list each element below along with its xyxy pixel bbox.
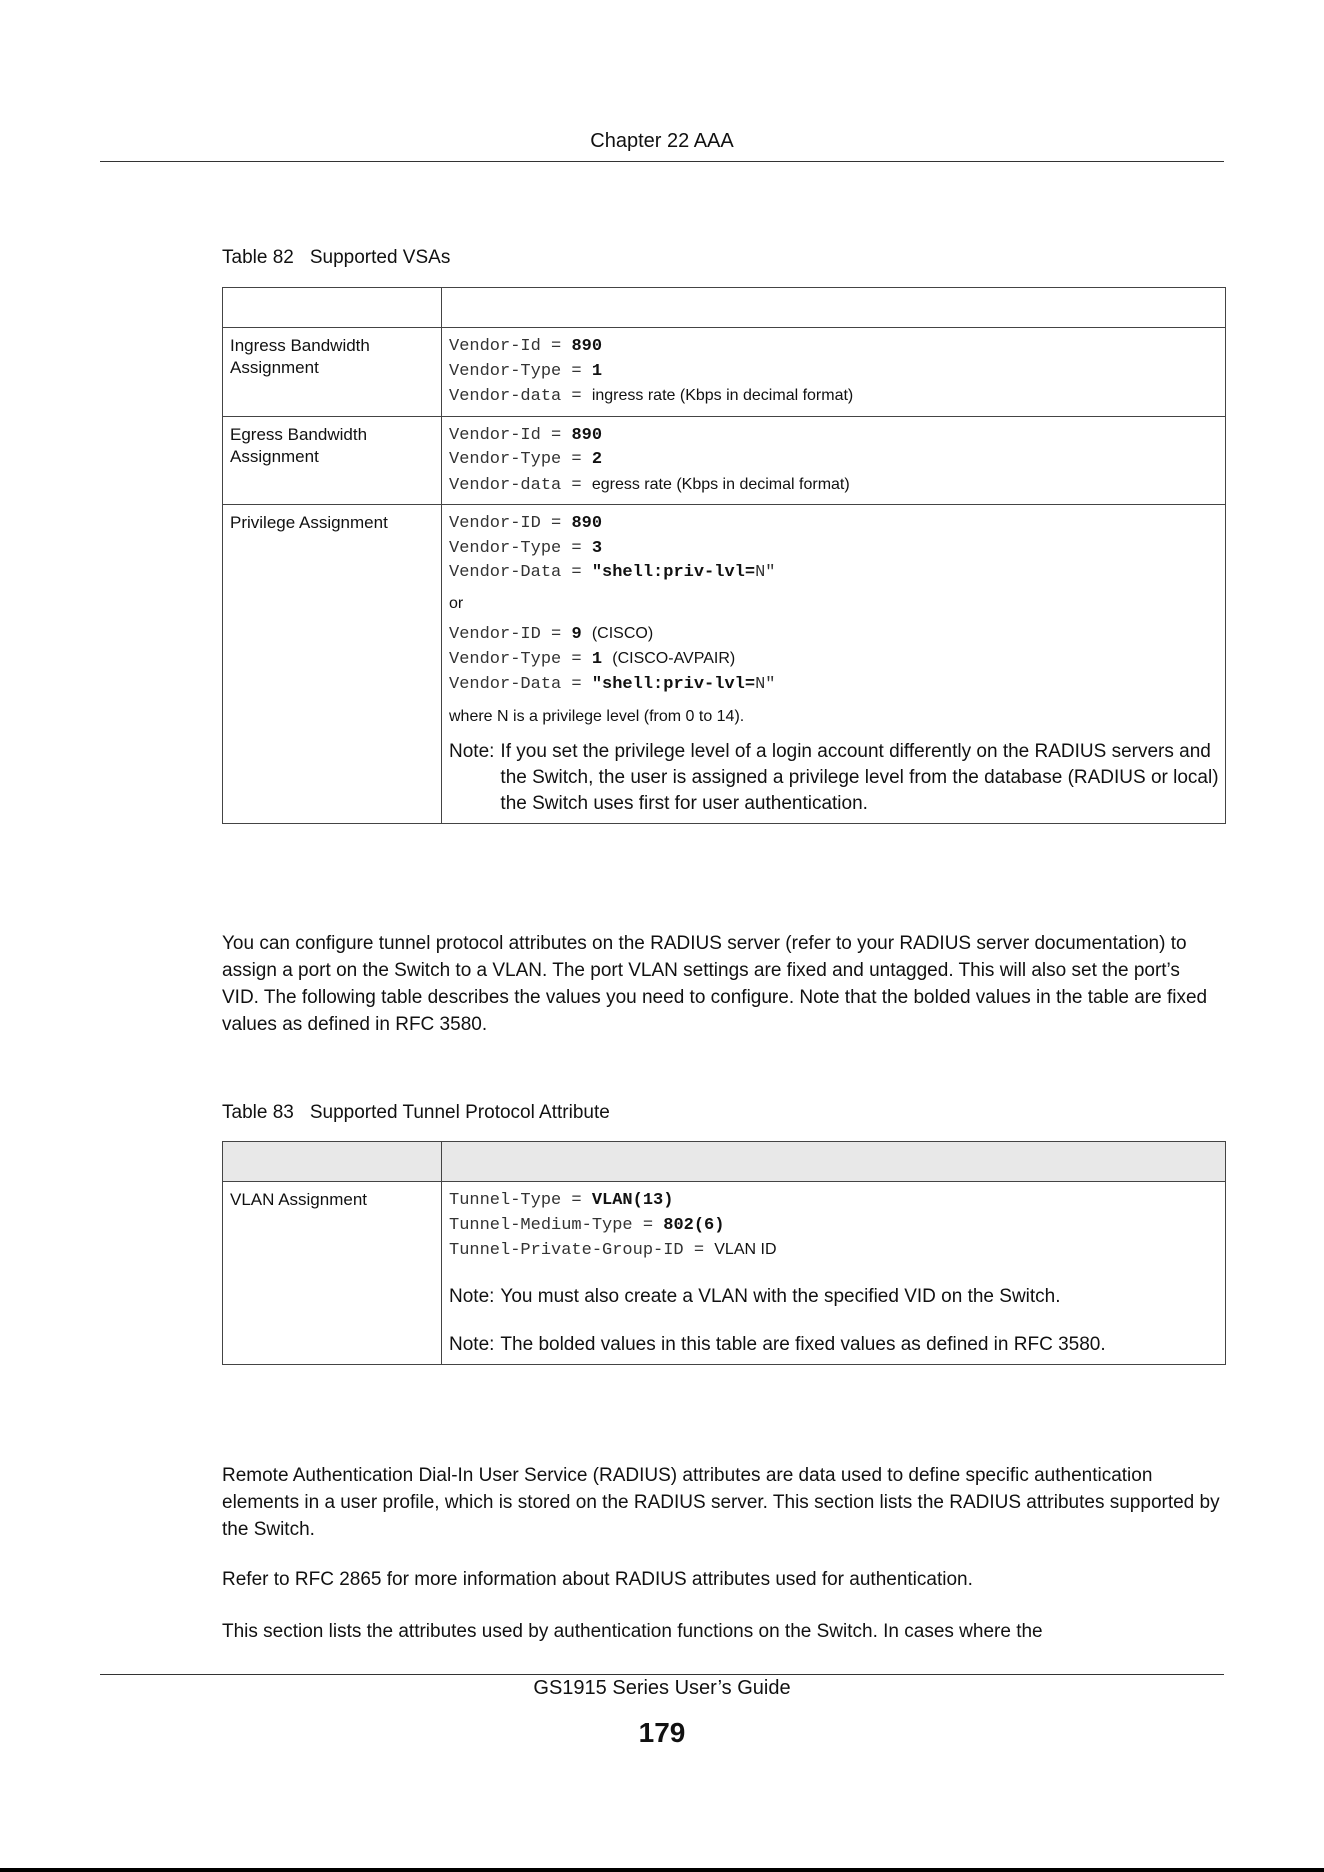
table83-caption	[222, 1102, 610, 1124]
header-rule	[100, 161, 1224, 162]
table83-number: Table 83	[222, 1102, 294, 1123]
table83-title: Supported Tunnel Protocol Attribute	[309, 1102, 610, 1123]
table82-title: Supported VSAs	[309, 247, 451, 268]
bottom-bar	[0, 1868, 1324, 1872]
row-name: Egress Bandwidth Assignment	[223, 416, 442, 505]
table-row	[223, 505, 1226, 824]
row-values: Vendor-ID = 890 Vendor-Type = 3 Vendor-Data = "shell:priv-lvl=N" or Vendor-ID = 9 (CISCO) Vendor-Type = 1 (CISCO-AVPAIR) Vendor-Data = "shell:priv-lvl=N" where N is a privilege level (from 0 to 14). Note: If you set the privilege level of a login account differently on the RADIUS servers and the Switch, the user is assigned a privilege level from the database (RADIUS or local) the Switch uses first for user authentication.	[442, 505, 1226, 824]
table82-number: Table 82	[222, 247, 294, 268]
vlan-note-2: Note: The bolded values in this table are fixed values as defined in RFC 3580.	[449, 1333, 1106, 1355]
chapter-header: Chapter 22 AAA	[590, 130, 734, 152]
row-name: VLAN Assignment	[223, 1182, 442, 1365]
table83	[222, 1141, 1226, 1365]
table82-header-row	[223, 288, 1226, 328]
vlan-note-1: Note: You must also create a VLAN with the specified VID on the Switch.	[449, 1285, 1061, 1307]
row-values: Vendor-Id = 890 Vendor-Type = 2 Vendor-data = egress rate (Kbps in decimal format)	[442, 416, 1226, 505]
row-values: Tunnel-Type = VLAN(13) Tunnel-Medium-Type = 802(6) Tunnel-Private-Group-ID = VLAN ID Note: You must also create a VLAN with the specified VID on the Switch. Note: The bolded values in this table are fixed values as defined in RFC 3580.	[442, 1182, 1226, 1365]
footer-rule	[100, 1674, 1224, 1675]
table83-header-row	[223, 1142, 1226, 1182]
row-name: Privilege Assignment	[223, 505, 442, 824]
guide-title: GS1915 Series User’s Guide	[533, 1677, 791, 1699]
row-name: Ingress Bandwidth Assignment	[223, 328, 442, 417]
or-text: or	[449, 594, 464, 612]
table-row	[223, 416, 1226, 505]
paragraph-tunnel-intro: You can configure tunnel protocol attributes on the RADIUS server (refer to your RADIUS server documentation) to assign a port on the Switch to a VLAN. The port VLAN settings are fixed and untagged. This will also set the port’s VID. The following table describes the values you need to configure. Note that the bolded values in the table are fixed values as defined in RFC 3580.	[222, 933, 1208, 1035]
where-text: where N is a privilege level (from 0 to 14).	[449, 708, 745, 725]
row-values: Vendor-Id = 890 Vendor-Type = 1 Vendor-data = ingress rate (Kbps in decimal format)	[442, 328, 1226, 417]
table82	[222, 287, 1226, 824]
paragraph-radius-attributes: Remote Authentication Dial-In User Service (RADIUS) attributes are data used to define specific authentication elements in a user profile, which is stored on the RADIUS server. This section lists the RADIUS attributes supported by the Switch.	[222, 1465, 1220, 1540]
privilege-note: Note: If you set the privilege level of a login account differently on the RADIUS servers and the Switch, the user is assigned a privilege level from the database (RADIUS or local) the Switch uses first for user authentication.	[449, 741, 1219, 814]
table82-caption	[222, 247, 450, 269]
table-row	[223, 328, 1226, 417]
paragraph-attributes-list: This section lists the attributes used by authentication functions on the Switch. In cases where the	[222, 1621, 1043, 1642]
table-row	[223, 1182, 1226, 1365]
page-number: 179	[638, 1717, 686, 1748]
paragraph-rfc-2865: Refer to RFC 2865 for more information about RADIUS attributes used for authentication.	[222, 1569, 973, 1590]
